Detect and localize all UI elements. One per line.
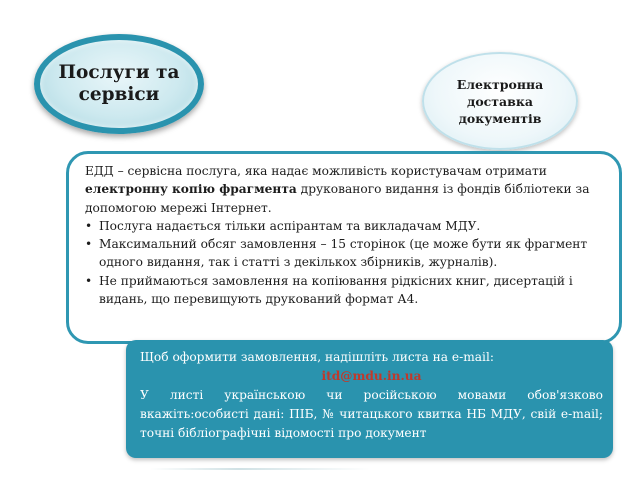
order-box bbox=[126, 340, 613, 458]
description-box bbox=[66, 151, 622, 344]
order-instruction: Щоб оформити замовлення, надішліть листа на e-mail: bbox=[140, 350, 494, 364]
intro-bold-text: електронну копію фрагмента bbox=[85, 182, 297, 197]
list-item: • Максимальний обсяг замовлення – 15 сторінок (це може бути як фрагмент одного видання, так і статті з декількох збірників, журналів). bbox=[85, 235, 607, 272]
intro-text-end: друкованого видання із фондів бібліотеки за допомогою мережі Інтернет. bbox=[85, 182, 590, 215]
list-item: • Послуга надається тільки аспірантам та викладачам МДУ. bbox=[85, 217, 607, 235]
description-list bbox=[85, 217, 607, 308]
description-intro bbox=[85, 162, 607, 217]
services-title: Послуги та сервіси bbox=[58, 62, 180, 105]
delivery-badge bbox=[422, 52, 578, 150]
order-details: У листі українською чи російською мовами обов'язково вкажіть:особисті дані: ПІБ, № читацького квитка НБ МДУ, свій e-mail; точні бібліографічні відомості про документ bbox=[140, 388, 603, 440]
intro-text: ЕДД – сервісна послуга, яка надає можливість користувачам отримати bbox=[85, 164, 547, 178]
order-email-link[interactable]: itd@mdu.in.ua bbox=[321, 369, 422, 383]
services-badge bbox=[34, 34, 204, 134]
decorative-line bbox=[150, 468, 370, 470]
list-item: • Не приймаються замовлення на копіювання рідкісних книг, дисертацій і видань, що перевищують друкований формат А4. bbox=[85, 272, 607, 309]
delivery-title: Електронна доставка документів bbox=[456, 76, 544, 126]
